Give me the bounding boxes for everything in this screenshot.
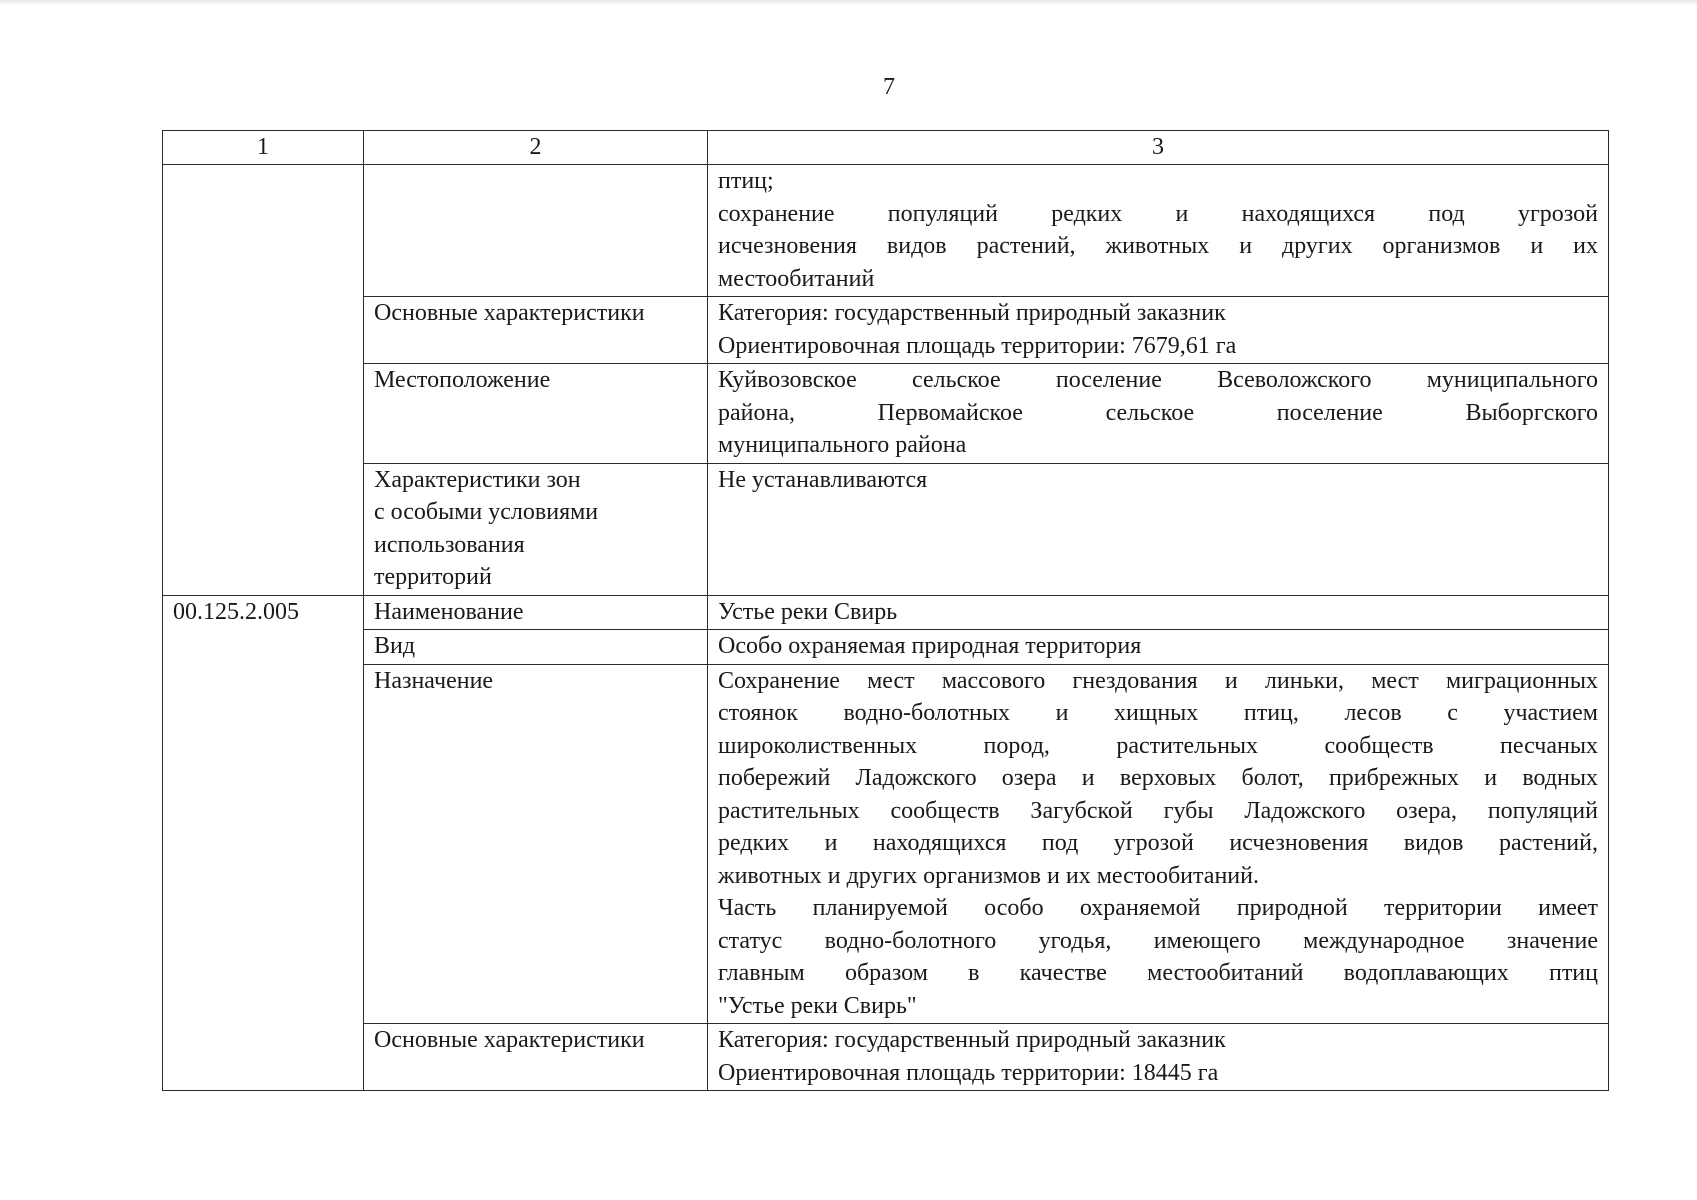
value-line: сохранение популяций редких и находящихся под угрозой (718, 200, 1598, 227)
value-line: главным образом в качестве местообитаний водоплавающих птиц (718, 960, 1598, 986)
label-line: Наименование (374, 598, 524, 625)
value-line: района, Первомайское сельское поселение Выборгского (718, 399, 1598, 426)
value-line: Особо охраняемая природная территория (718, 633, 1142, 659)
table-row (163, 297, 1609, 364)
table-row (163, 664, 1609, 1024)
value-cell (708, 165, 1609, 297)
value-line: широколиственных пород, растительных сообществ песчаных (718, 732, 1598, 759)
value-cell (708, 630, 1609, 665)
header-col-2: 2 (364, 131, 708, 165)
table-row (163, 165, 1609, 297)
value-cell (708, 463, 1609, 595)
value-line: статус водно-болотного угодья, имеющего международное значение (718, 927, 1598, 954)
table-row (163, 364, 1609, 464)
table-row (163, 595, 1609, 630)
label-line: Основные характеристики (374, 300, 645, 326)
label-cell (364, 630, 708, 665)
value-line: муниципального района (718, 432, 967, 458)
value-cell (708, 364, 1609, 464)
table-row (163, 1024, 1609, 1091)
label-line: Назначение (374, 667, 494, 694)
label-cell (364, 463, 708, 595)
value-line: Ориентировочная площадь территории: 18445 га (718, 1059, 1219, 1086)
value-line: Не устанавливаются (718, 466, 928, 493)
header-col-1: 1 (163, 131, 364, 165)
value-line: Категория: государственный природный заказник (718, 300, 1226, 326)
code-cell: 00.125.2.005 (163, 595, 364, 1091)
label-line: с особыми условиями (374, 499, 599, 525)
table-header-row (163, 131, 1609, 165)
table-row (163, 463, 1609, 595)
value-line: Устье реки Свирь (718, 598, 898, 625)
label-cell (364, 297, 708, 364)
scan-edge (0, 0, 1697, 5)
value-line: растительных сообществ Загубской губы Ладожского озера, популяций (718, 797, 1598, 824)
value-line: Часть планируемой особо охраняемой природной территории имеет (718, 895, 1598, 921)
label-cell (364, 165, 708, 297)
label-cell (364, 364, 708, 464)
value-cell (708, 664, 1609, 1024)
value-cell (708, 1024, 1609, 1091)
label-cell (364, 1024, 708, 1091)
value-line: побережий Ладожского озера и верховых болот, прибрежных и водных (718, 765, 1598, 791)
label-cell (364, 595, 708, 630)
page-number: 7 (883, 74, 895, 100)
table-row (163, 630, 1609, 665)
code-cell (163, 165, 364, 596)
value-line: исчезновения видов растений, животных и других организмов и их (718, 233, 1598, 259)
label-line: Вид (374, 633, 416, 659)
value-line: "Устье реки Свирь" (718, 992, 917, 1019)
label-line: использования (374, 531, 525, 558)
value-line: Категория: государственный природный заказник (718, 1027, 1226, 1053)
value-line: редких и находящихся под угрозой исчезновения видов растений, (718, 830, 1598, 856)
value-line: Сохранение мест массового гнездования и линьки, мест миграционных (718, 667, 1598, 694)
label-line: Основные характеристики (374, 1027, 645, 1053)
value-cell (708, 595, 1609, 630)
document-table (162, 130, 1609, 1091)
label-line: Местоположение (374, 367, 551, 393)
label-line: территорий (374, 564, 492, 590)
value-line: стоянок водно-болотных и хищных птиц, лесов с участием (718, 700, 1598, 726)
label-line: Характеристики зон (374, 466, 581, 493)
value-line: Куйвозовское сельское поселение Всеволожского муниципального (718, 367, 1598, 393)
value-line: местообитаний (718, 265, 875, 292)
value-line: животных и других организмов и их местообитаний. (718, 862, 1259, 889)
value-cell (708, 297, 1609, 364)
value-line: птиц; (718, 168, 774, 194)
label-cell (364, 664, 708, 1024)
header-col-3: 3 (708, 131, 1609, 165)
value-line: Ориентировочная площадь территории: 7679,61 га (718, 332, 1237, 359)
